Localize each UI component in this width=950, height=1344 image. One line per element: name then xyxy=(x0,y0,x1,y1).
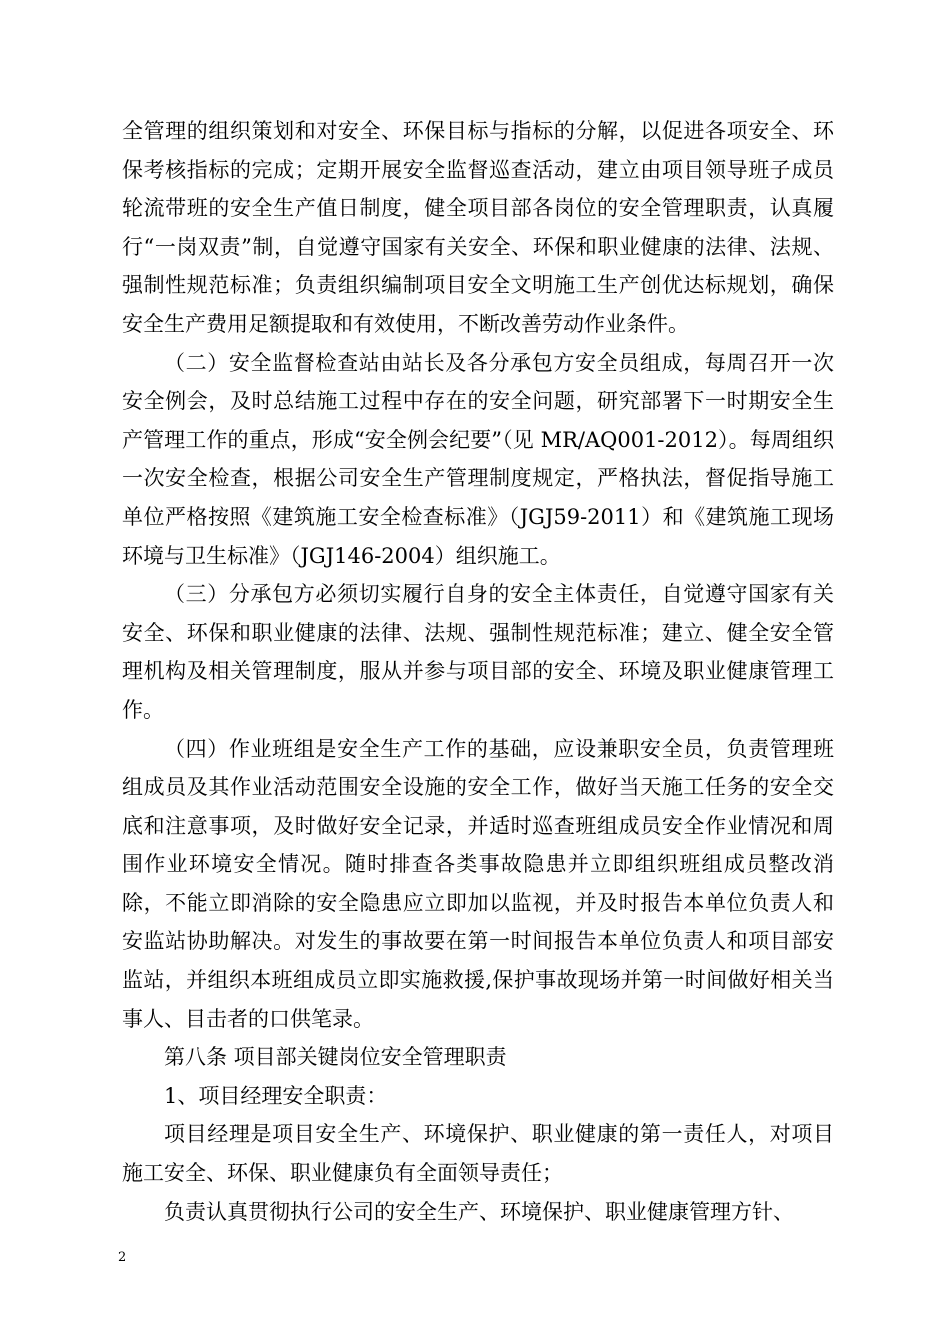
body-text xyxy=(122,112,834,1231)
paragraph-item-2: （二）安全监督检查站由站长及各分承包方安全员组成，每周召开一次安全例会，及时总结施工过程中存在的安全问题，研究部署下一时期安全生产管理工作的重点，形成“安全例会纪要”（见 MR/AQ001-2012）。每周组织一次安全检查，根据公司安全生产管理制度规定，严格执法，督促指导施工单位严格按照《建筑施工安全检查标准》（JGJ59-2011）和《建筑施工现场环境与卫生标准》（JGJ146-2004）组织施工。 xyxy=(122,350,834,568)
article-heading: 第八条 项目部关键岗位安全管理职责 xyxy=(164,1045,507,1070)
paragraph-manager-duty: 负责认真贯彻执行公司的安全生产、环境保护、职业健康管理方针、 xyxy=(164,1199,794,1224)
paragraph-manager-role: 项目经理是项目安全生产、环境保护、职业健康的第一责任人，对项目施工安全、环保、职业健康负有全面领导责任； xyxy=(122,1122,834,1186)
paragraph-item-3: （三）分承包方必须切实履行自身的安全主体责任，自觉遵守国家有关安全、环保和职业健康的法律、法规、强制性规范标准；建立、健全安全管理机构及相关管理制度，服从并参与项目部的安全、环境及职业健康管理工作。 xyxy=(122,582,834,722)
paragraph-continuation: 全管理的组织策划和对安全、环保目标与指标的分解，以促进各项安全、环保考核指标的完成；定期开展安全监督巡查活动，建立由项目领导班子成员轮流带班的安全生产值日制度，健全项目部各岗位的安全管理职责，认真履行“一岗双责”制，自觉遵守国家有关安全、环保和职业健康的法律、法规、强制性规范标准；负责组织编制项目安全文明施工生产创优达标规划，确保安全生产费用足额提取和有效使用，不断改善劳动作业条件。 xyxy=(122,119,834,336)
page-number: 2 xyxy=(118,1250,127,1265)
paragraph-item-4: （四）作业班组是安全生产工作的基础，应设兼职安全员，负责管理班组成员及其作业活动范围安全设施的安全工作，做好当天施工任务的安全交底和注意事项，及时做好安全记录，并适时巡查班组成员安全作业情况和周围作业环境安全情况。随时排查各类事故隐患并立即组织班组成员整改消除，不能立即消除的安全隐患应立即加以监视，并及时报告本单位负责人和安监站协助解决。对发生的事故要在第一时间报告本单位负责人和项目部安监站，并组织本班组成员立即实施救援,保护事故现场并第一时间做好相关当事人、目击者的口供笔录。 xyxy=(122,736,834,1031)
section-heading: 1、项目经理安全职责： xyxy=(164,1083,388,1108)
